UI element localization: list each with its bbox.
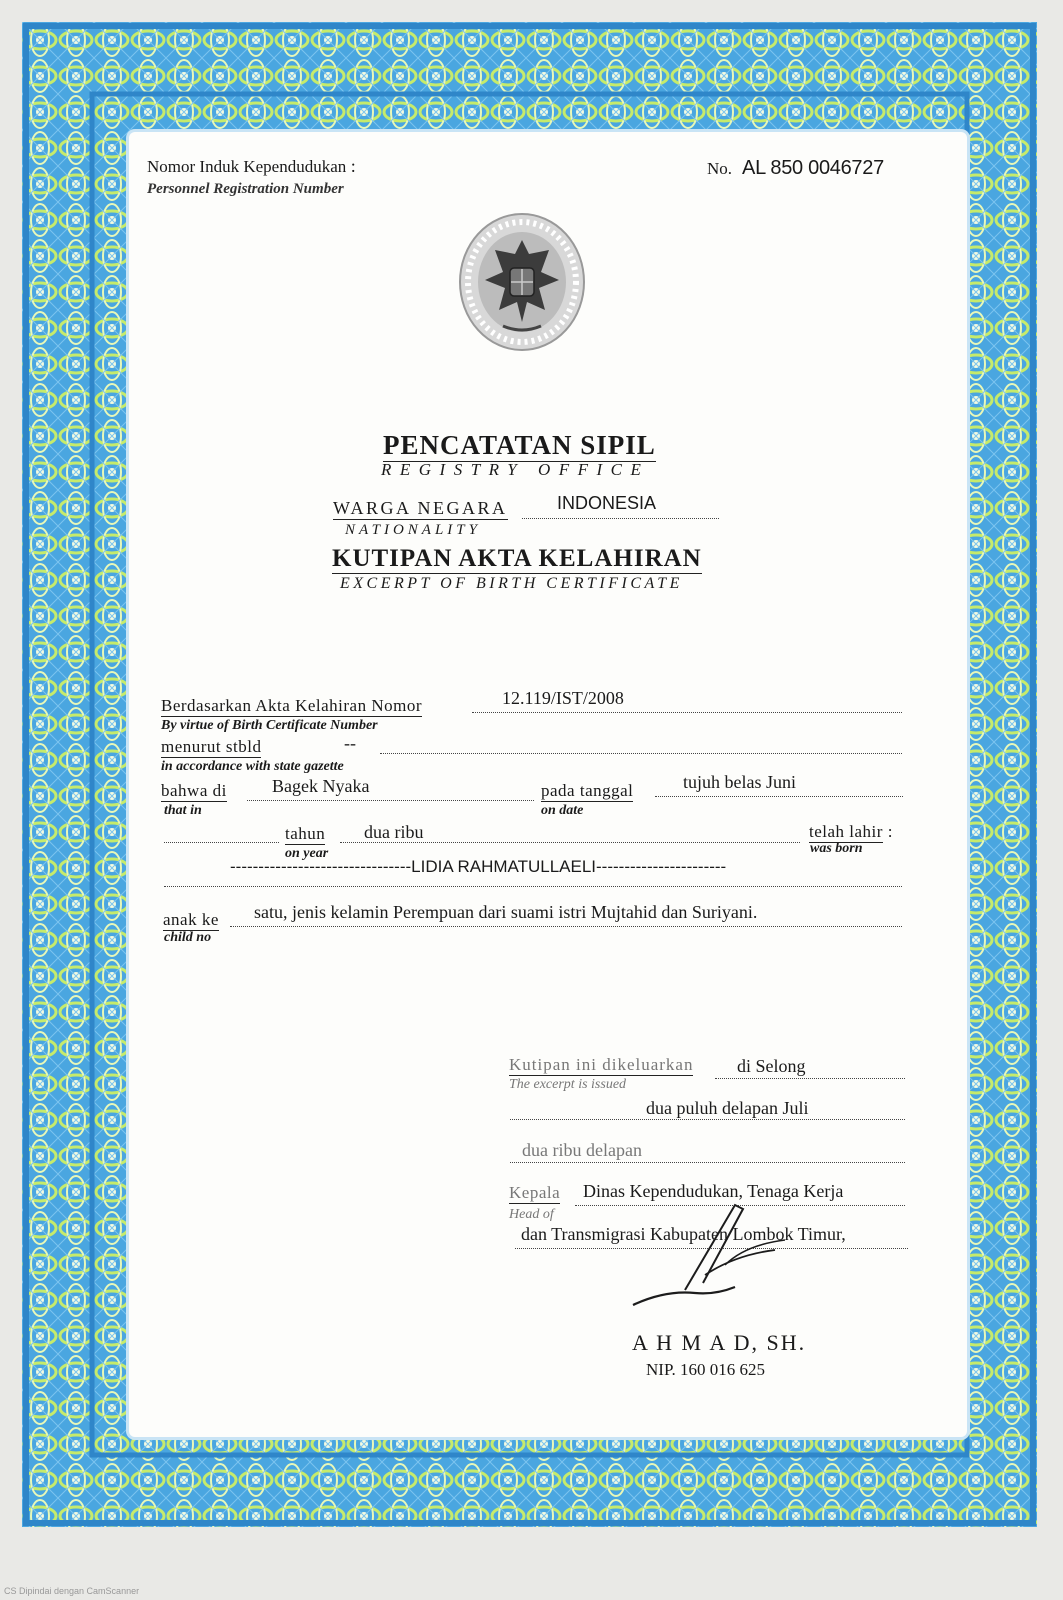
- year-label-en: on year: [285, 846, 329, 861]
- head-label: Kepala: [509, 1183, 561, 1202]
- issued-place-field: [715, 1058, 905, 1079]
- year-field: [340, 822, 800, 843]
- garuda-emblem-icon: [455, 210, 590, 355]
- birth-cert-label-en: By virtue of Birth Certificate Number: [161, 718, 378, 733]
- official-signature: [625, 1195, 795, 1315]
- birth-cert-number-field: [472, 688, 902, 713]
- place-label: bahwa di: [161, 781, 227, 800]
- issued-year-field: [510, 1142, 905, 1163]
- date-value: tujuh belas Juni: [683, 772, 796, 792]
- born-label: telah lahir :: [809, 822, 893, 841]
- child-details: satu, jenis kelamin Perempuan dari suami istri Mujtahid dan Suriyani.: [254, 902, 758, 922]
- nationality-label-en: NATIONALITY: [345, 522, 481, 538]
- date-label: pada tanggal: [541, 781, 634, 800]
- stbld-label-en: in accordance with state gazette: [161, 759, 344, 774]
- nik-label: Nomor Induk Kependudukan :: [147, 156, 356, 176]
- excerpt-title-en: EXCERPT OF BIRTH CERTIFICATE: [340, 575, 683, 592]
- stbld-field: [380, 733, 902, 754]
- year-prefix-dots: [164, 826, 279, 843]
- head-label-en: Head of: [509, 1207, 554, 1222]
- child-no-field: [230, 902, 902, 927]
- registry-title-en: REGISTRY OFFICE: [381, 460, 650, 479]
- place-field: [247, 776, 534, 801]
- issued-date: dua puluh delapan Juli: [646, 1098, 809, 1118]
- nationality-label: WARGA NEGARA: [333, 498, 508, 518]
- no-value: AL 850 0046727: [742, 157, 884, 179]
- date-field: [655, 772, 903, 797]
- issued-place: di Selong: [737, 1056, 806, 1076]
- place-value: Bagek Nyaka: [272, 776, 370, 796]
- issued-year: dua ribu delapan: [522, 1140, 642, 1160]
- year-value: dua ribu: [364, 822, 424, 842]
- year-label: tahun: [285, 824, 326, 843]
- nik-label-en: Personnel Registration Number: [147, 181, 344, 197]
- stbld-label: menurut stbld: [161, 737, 262, 756]
- birth-cert-label: Berdasarkan Akta Kelahiran Nomor: [161, 696, 422, 715]
- child-no-label: anak ke: [163, 910, 219, 929]
- document-number: [707, 157, 884, 180]
- scanner-watermark: CS Dipindai dengan CamScanner: [4, 1586, 140, 1596]
- child-no-label-en: child no: [164, 930, 212, 945]
- no-label: No.: [707, 159, 733, 178]
- nationality-field: [522, 493, 719, 519]
- date-label-en: on date: [541, 803, 584, 818]
- nationality-value: INDONESIA: [557, 493, 657, 513]
- office-line-2: dan Transmigrasi Kabupaten Lombok Timur,: [521, 1224, 846, 1244]
- birth-cert-number: 12.119/IST/2008: [502, 688, 624, 708]
- stbld-value: --: [344, 733, 356, 753]
- place-label-en: that in: [164, 803, 202, 818]
- official-name: A H M A D, SH.: [632, 1330, 807, 1355]
- child-name: --------------------------------LIDIA RAHMATULLAELI-----------------------: [230, 857, 727, 876]
- excerpt-title: KUTIPAN AKTA KELAHIRAN: [332, 545, 702, 572]
- official-nip: NIP. 160 016 625: [646, 1360, 766, 1379]
- issued-date-field: [510, 1098, 905, 1120]
- born-label-en: was born: [810, 841, 863, 856]
- registry-title: PENCATATAN SIPIL: [383, 430, 656, 460]
- issued-label-en: The excerpt is issued: [509, 1077, 627, 1092]
- office-line-1: Dinas Kependudukan, Tenaga Kerja: [583, 1181, 844, 1201]
- issued-label: Kutipan ini dikeluarkan: [509, 1055, 694, 1074]
